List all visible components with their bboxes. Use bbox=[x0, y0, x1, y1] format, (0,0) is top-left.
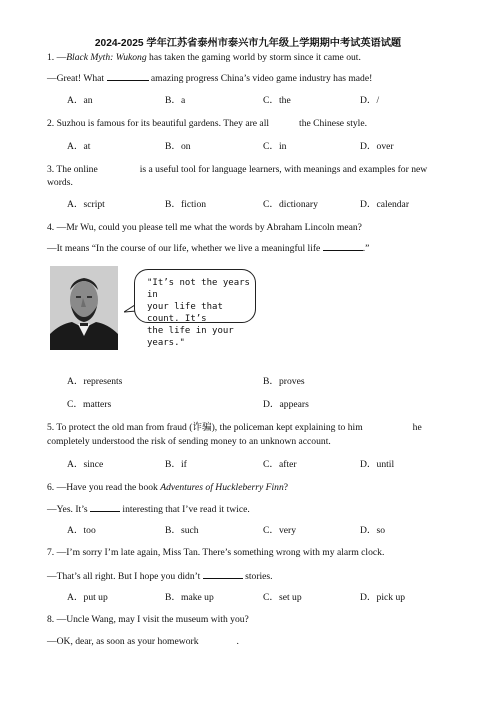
q1-text-b: amazing progress China’s video game industry has made! bbox=[148, 73, 373, 84]
answer-blank[interactable] bbox=[90, 502, 120, 512]
q1-text-a: —Great! What bbox=[47, 73, 107, 84]
q8-text-b: . bbox=[236, 636, 239, 647]
bubble-line: "It’s not the years in bbox=[147, 278, 250, 300]
q4-option-a[interactable]: A．represents bbox=[67, 376, 123, 387]
q3-text-a: 3. The online bbox=[47, 164, 98, 175]
answer-blank[interactable] bbox=[323, 241, 363, 251]
q4-text-a: —It means “In the course of our life, whether we live a meaningful life bbox=[47, 243, 323, 254]
q1-game-title: Black Myth: Wukong bbox=[66, 52, 147, 63]
q4-option-c[interactable]: C．matters bbox=[67, 399, 112, 410]
q2-line1 bbox=[47, 117, 367, 130]
q6-option-b[interactable]: B．such bbox=[165, 525, 199, 536]
q2-text-b: the Chinese style. bbox=[299, 118, 367, 129]
q6-option-d[interactable]: D．so bbox=[360, 525, 386, 536]
q7-option-c[interactable]: C．set up bbox=[263, 592, 302, 603]
lincoln-portrait bbox=[50, 266, 118, 350]
q3-option-b[interactable]: B．fiction bbox=[165, 199, 207, 210]
q2-option-a[interactable]: A．at bbox=[67, 141, 91, 152]
q3-line2: words. bbox=[47, 177, 73, 188]
q6-option-c[interactable]: C．very bbox=[263, 525, 297, 536]
q7-text-a: —That’s all right. But I hope you didn’t bbox=[47, 571, 203, 582]
q3-text-b: is a useful tool for language learners, with meanings and examples for new bbox=[139, 164, 428, 175]
q1-line2 bbox=[47, 71, 372, 85]
q8-text-a: —OK, dear, as soon as your homework bbox=[47, 636, 199, 647]
q2-option-c[interactable]: C．in bbox=[263, 141, 287, 152]
q2-text-a: 2. Suzhou is famous for its beautiful gardens. They are all bbox=[47, 118, 270, 129]
q4-option-b[interactable]: B．proves bbox=[263, 376, 305, 387]
answer-blank[interactable] bbox=[203, 569, 243, 579]
q6-text-c: —Yes. It’s bbox=[47, 504, 91, 515]
q5-text-a: 5. To protect the old man from fraud (诈骗), the policeman kept explaining to him bbox=[47, 422, 363, 433]
q6-text-b: ? bbox=[283, 482, 289, 493]
bubble-line: the life in your years." bbox=[147, 326, 234, 348]
q6-text-d: interesting that I’ve read it twice. bbox=[120, 504, 250, 515]
q7-option-b[interactable]: B．make up bbox=[165, 592, 214, 603]
answer-blank[interactable] bbox=[107, 71, 149, 81]
q6-book-title: Adventures of Huckleberry Finn bbox=[160, 482, 284, 493]
q5-line1 bbox=[47, 421, 422, 434]
q6-line2 bbox=[47, 502, 250, 516]
q7-text-b: stories. bbox=[242, 571, 273, 582]
bubble-line: your life that count. It’s bbox=[147, 302, 223, 324]
q1-text: has taken the gaming world by storm since it came out. bbox=[146, 52, 361, 63]
page-title: 2024-2025 学年江苏省泰州市泰兴市九年级上学期期中考试英语试题 bbox=[94, 38, 402, 49]
q7-line2 bbox=[47, 569, 273, 583]
q2-option-d[interactable]: D．over bbox=[360, 141, 394, 152]
q8-line1: 8. —Uncle Wang, may I visit the museum with you? bbox=[47, 614, 249, 625]
q6-option-a[interactable]: A．too bbox=[67, 525, 96, 536]
q5-option-a[interactable]: A．since bbox=[67, 459, 104, 470]
q5-option-b[interactable]: B．if bbox=[165, 459, 187, 470]
q2-option-b[interactable]: B．on bbox=[165, 141, 191, 152]
q5-text-b: he bbox=[412, 422, 422, 433]
q3-option-d[interactable]: D．calendar bbox=[360, 199, 410, 210]
q6-line1 bbox=[47, 481, 288, 494]
q4-option-d[interactable]: D．appears bbox=[263, 399, 309, 410]
q3-option-a[interactable]: A．script bbox=[67, 199, 105, 210]
q5-option-d[interactable]: D．until bbox=[360, 459, 395, 470]
q8-line2 bbox=[47, 635, 239, 648]
q1-option-b[interactable]: B．a bbox=[165, 95, 186, 106]
q1-number: 1. — bbox=[47, 52, 67, 63]
q7-line1: 7. —I’m sorry I’m late again, Miss Tan. There’s something wrong with my alarm clock. bbox=[47, 547, 385, 558]
speech-bubble bbox=[134, 269, 256, 348]
q1-option-c[interactable]: C．the bbox=[263, 95, 291, 106]
q6-text-a: 6. —Have you read the book bbox=[47, 482, 161, 493]
q7-option-d[interactable]: D．pick up bbox=[360, 592, 406, 603]
q1-option-a[interactable]: A．an bbox=[67, 95, 93, 106]
q1-option-d[interactable]: D．/ bbox=[360, 95, 380, 106]
q3-option-c[interactable]: C．dictionary bbox=[263, 199, 318, 210]
q4-line2 bbox=[47, 241, 369, 255]
q7-option-a[interactable]: A．put up bbox=[67, 592, 108, 603]
q3-line1 bbox=[47, 163, 427, 176]
q4-line1: 4. —Mr Wu, could you please tell me what the words by Abraham Lincoln mean? bbox=[47, 222, 362, 233]
q4-text-b: .” bbox=[362, 243, 370, 254]
q5-option-c[interactable]: C．after bbox=[263, 459, 297, 470]
q1-line1 bbox=[47, 51, 361, 64]
q5-line2: completely understood the risk of sending money to an unknown account. bbox=[47, 436, 331, 447]
